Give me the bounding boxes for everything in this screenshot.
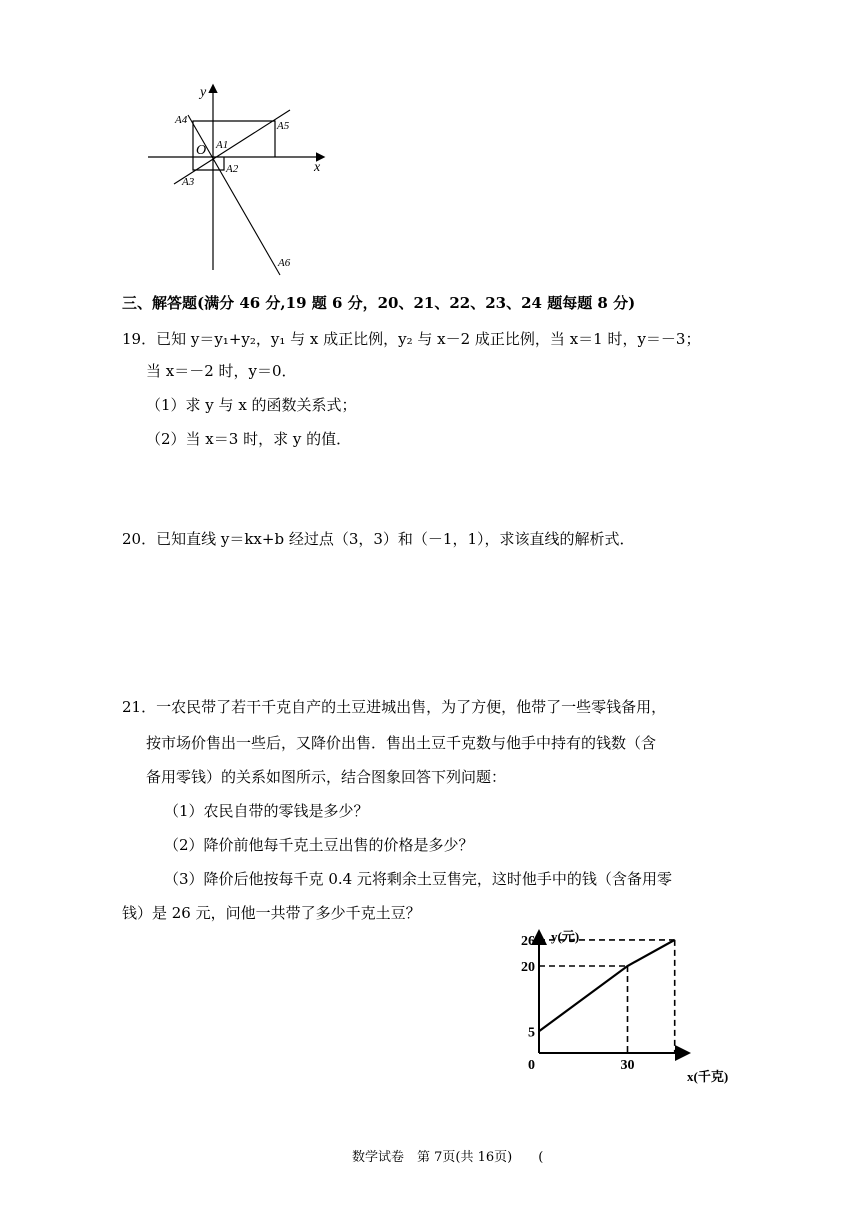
axis-y-label: y: [200, 85, 207, 100]
point-a3-label: A3: [182, 176, 195, 188]
chart-y-tick-26: 26: [521, 933, 535, 949]
coordinate-figure: [140, 80, 340, 280]
money-chart: [515, 925, 750, 1090]
q19-line2: 当 x＝－2 时，y＝0．: [146, 362, 297, 380]
q21-line1: 21．一农民带了若干千克自产的土豆进城出售，为了方便，他带了一些零钱备用，: [122, 698, 667, 716]
q19-part1: （1）求 y 与 x 的函数关系式；: [146, 396, 357, 414]
point-a5-label: A5: [277, 120, 290, 132]
line-a4-a6: [188, 115, 280, 275]
chart-y-tick-5: 5: [528, 1025, 535, 1041]
chart-x-tick-30: 30: [620, 1058, 635, 1073]
point-a4-label: A4: [175, 114, 188, 126]
q21-part2: （2）降价前他每千克土豆出售的价格是多少？: [164, 836, 474, 854]
chart-series-line: [539, 940, 675, 1031]
point-a6-label: A6: [278, 257, 291, 269]
axis-x-label: x: [314, 160, 321, 175]
q21-line2: 按市场价售出一些后，又降价出售．售出土豆千克数与他手中持有的钱数（含: [146, 734, 657, 752]
chart-y-tick-20: 20: [521, 960, 535, 975]
section-heading: 三、解答题(满分 46 分,19 题 6 分，20、21、22、23、24 题每题 8 分): [122, 294, 636, 312]
chart-x-tick-0: 0: [528, 1058, 535, 1073]
q21-part1: （1）农民自带的零钱是多少？: [164, 802, 369, 820]
q19-part2: （2）当 x＝3 时，求 y 的值．: [146, 430, 352, 448]
chart-y-label: y(元): [551, 929, 580, 944]
origin-label: O: [196, 143, 207, 158]
page-footer: 数学试卷 第 7页(共 16页) (: [352, 1150, 544, 1165]
point-a1-label: A1: [216, 139, 229, 151]
q21-part3: （3）降价后他按每千克 0.4 元将剩余土豆售完，这时他手中的钱（含备用零: [164, 870, 672, 888]
chart-x-label: x(千克): [687, 1069, 729, 1084]
q19-line1: 19．已知 y＝y₁+y₂，y₁ 与 x 成正比例，y₂ 与 x－2 成正比例，当 x＝1 时，y＝－3；: [122, 330, 701, 348]
q21-part3b: 钱）是 26 元，问他一共带了多少千克土豆？: [122, 904, 421, 922]
q20-line1: 20．已知直线 y＝kx+b 经过点（3，3）和（－1，1），求该直线的解析式．: [122, 530, 635, 548]
point-a2-label: A2: [226, 163, 239, 175]
q21-line3: 备用零钱）的关系如图所示，结合图象回答下列问题：: [146, 768, 507, 786]
